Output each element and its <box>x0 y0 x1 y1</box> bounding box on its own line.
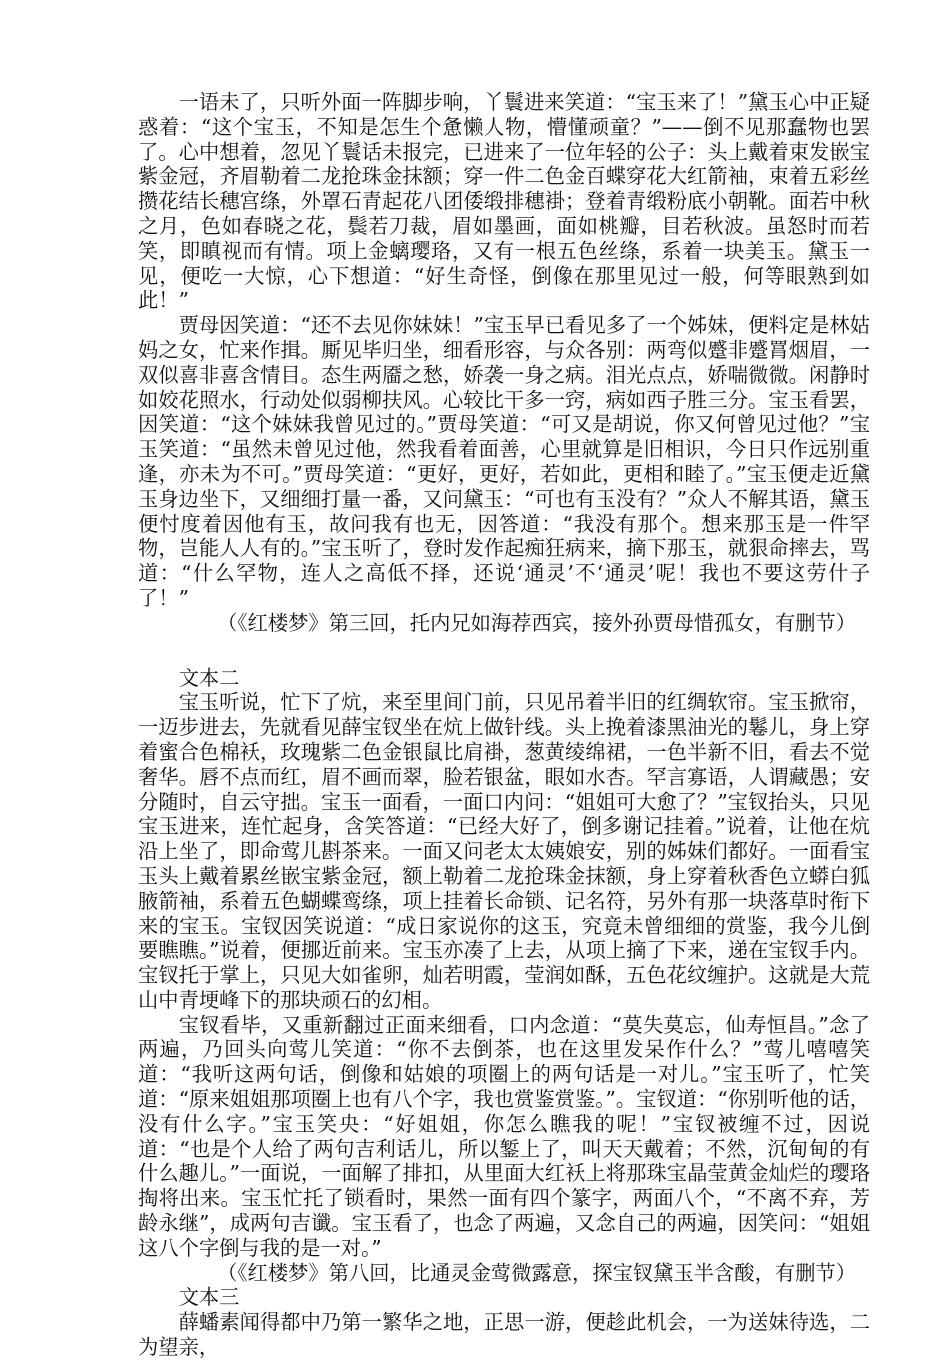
text-two <box>138 666 870 1286</box>
text-two-paragraph-1: 宝玉听说，忙下了炕，来至里间门前，只见吊着半旧的红绸软帘。宝玉掀帘，一迈步进去，先就看见薛宝钗坐在炕上做针线。头上挽着漆黑油光的鬈儿，身上穿着蜜合色棉袄，玫瑰紫二色金银鼠比肩褂，葱黄绫绵裙，一色半新不旧，看去不觉奢华。唇不点而红，眉不画而翠，脸若银盆，眼如水杏。罕言寡语，人谓藏愚；安分随时，自云守拙。宝玉一面看，一面口内问：“姐姐可大愈了？”宝钗抬头，只见宝玉进来，连忙起身，含笑答道：“已经大好了，倒多谢记挂着。”说着，让他在炕沿上坐了，即命莺儿斟茶来。一面又问老太太姨娘安，别的姊妹们都好。一面看宝玉头上戴着累丝嵌宝紫金冠，额上勒着二龙抢珠金抹额，身上穿着秋香色立蟒白狐腋箭袖，系着五色蝴蝶鸾绦，项上挂着长命锁、记名符，另外有那一块落草时衔下来的宝玉。宝钗因笑说道：“成日家说你的这玉，究竟未曾细细的赏鉴，我今儿倒要瞧瞧。”说着，便挪近前来。宝玉亦凑了上去，从项上摘了下来，递在宝钗手内。宝钗托于掌上，只见大如雀卵，灿若明霞，莹润如酥，五色花纹缠护。这就是大荒山中青埂峰下的那块顽石的幻相。 <box>138 690 870 1012</box>
text-one-source: （《红楼梦》第三回，托内兄如海荐西宾，接外孙贾母惜孤女，有删节） <box>217 610 856 635</box>
text-two-heading: 文本二 <box>178 665 240 690</box>
text-two-paragraph-2: 宝钗看毕，又重新翻过正面来细看，口内念道：“莫失莫忘，仙寿恒昌。”念了两遍，乃回头向莺儿笑道：“你不去倒茶，也在这里发呆作什么？”莺儿嘻嘻笑道：“我听这两句话，倒像和姑娘的项圈上的两句话是一对儿。”宝玉听了，忙笑道：“原来姐姐那项圈上也有八个字，我也赏鉴赏鉴。”。宝钗道：“你别听他的话，没有什么字。”宝玉笑央：“好姐姐，你怎么瞧我的呢！”宝钗被缠不过，因说道：“也是个人给了两句吉利话儿，所以錾上了，叫天天戴着；不然，沉甸甸的有什么趣儿。”一面说，一面解了排扣，从里面大红袄上将那珠宝晶莹黄金灿烂的璎珞掏将出来。宝玉忙托了锁看时，果然一面有四个篆字，两面八个，“不离不弃，芳龄永继”，成两句吉谶。宝玉看了，也念了两遍，又念自己的两遍，因笑问：“姐姐这八个字倒与我的是一对。” <box>138 1012 870 1260</box>
text-three-heading: 文本三 <box>178 1285 240 1310</box>
document-page <box>138 90 870 1360</box>
text-three <box>138 1285 870 1359</box>
text-two-source: （《红楼梦》第八回，比通灵金莺微露意，探宝钗黛玉半含酸，有删节） <box>217 1260 856 1285</box>
text-one-paragraph-2: 贾母因笑道：“还不去见你妹妹！”宝玉早已看见多了一个姊妹，便料定是林姑妈之女，忙来作揖。厮见毕归坐，细看形容，与众各别：两弯似蹙非蹙罥烟眉，一双似喜非喜含情目。态生两靥之愁，娇袭一身之病。泪光点点，娇喘微微。闲静时如姣花照水，行动处似弱柳扶风。心较比干多一窍，病如西子胜三分。宝玉看罢，因笑道：“这个妹妹我曾见过的。”贾母笑道：“可又是胡说，你又何曾见过他？”宝玉笑道：“虽然未曾见过他，然我看着面善，心里就算是旧相识，今日只作远别重逢，亦未为不可。”贾母笑道：“更好，更好，若如此，更相和睦了。”宝玉便走近黛玉身边坐下，又细细打量一番，又问黛玉：“可也有玉没有？”众人不解其语，黛玉便忖度着因他有玉，故问我有也无，因答道：“我没有那个。想来那玉是一件罕物，岂能人人有的。”宝玉听了，登时发作起痴狂病来，摘下那玉，就狠命摔去，骂道：“什么罕物，连人之高低不择，还说‘通灵’不‘通灵’呢！我也不要这劳什子了！” <box>138 313 870 610</box>
text-one-paragraph-1: 一语未了，只听外面一阵脚步响，丫鬟进来笑道：“宝玉来了！”黛玉心中正疑惑着：“这个宝玉，不知是怎生个惫懒人物，懵懂顽童？”——倒不见那蠢物也罢了。心中想着，忽见丫鬟话未报完，已进来了一位年轻的公子：头上戴着束发嵌宝紫金冠，齐眉勒着二龙抢珠金抹额；穿一件二色金百蝶穿花大红箭袖，束着五彩丝攒花结长穗宫绦，外罩石青起花八团倭缎排穗褂；登着青缎粉底小朝靴。面若中秋之月，色如春晓之花，鬓若刀裁，眉如墨画，面如桃瓣，目若秋波。虽怒时而若笑，即瞋视而有情。项上金螭璎珞，又有一根五色丝绦，系着一块美玉。黛玉一见，便吃一大惊，心下想道：“好生奇怪，倒像在那里见过一般，何等眼熟到如此！” <box>138 90 870 313</box>
section-spacer <box>138 636 870 666</box>
text-three-paragraph-1: 薛蟠素闻得都中乃第一繁华之地，正思一游，便趁此机会，一为送妹待选，二为望亲， <box>138 1310 870 1360</box>
text-one <box>138 90 870 636</box>
